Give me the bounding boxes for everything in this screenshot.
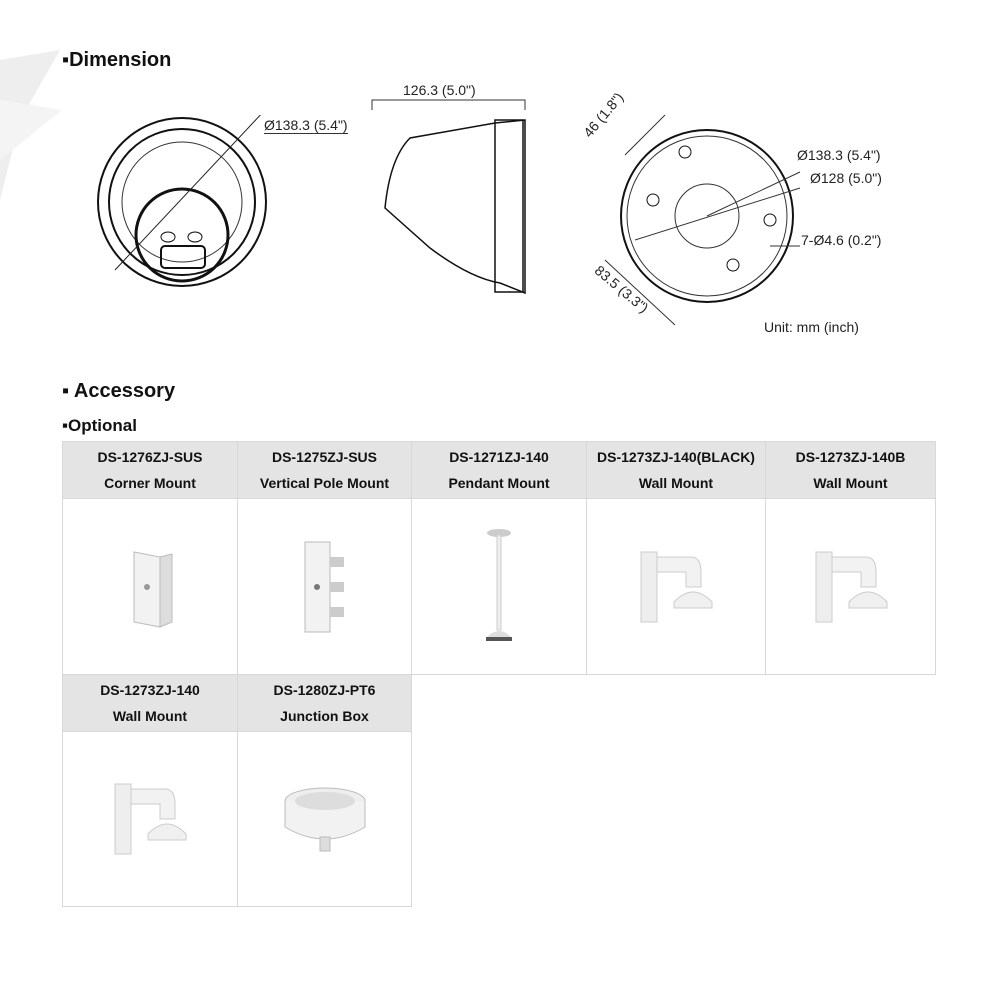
accessory-model: DS-1276ZJ-SUS [97, 449, 203, 465]
accessory-name: Wall Mount [638, 475, 714, 491]
front-diameter-label: Ø138.3 (5.4") [264, 117, 348, 133]
side-view-drawing [370, 98, 530, 308]
section-dimension-title: ▪Dimension [62, 49, 172, 71]
section-accessory-title: ▪ Accessory [62, 380, 176, 402]
accessory-model: DS-1273ZJ-140 [100, 682, 200, 698]
wall-mount-image [110, 774, 190, 864]
accessory-model: DS-1273ZJ-140B [795, 449, 906, 465]
side-depth-label: 126.3 (5.0") [403, 82, 476, 98]
corner-mount-image [120, 542, 180, 632]
accessory-name: Junction Box [280, 708, 369, 724]
accessory-header-cell [237, 441, 412, 499]
accessory-header-cell [411, 441, 587, 499]
accessory-image-cell [237, 498, 412, 675]
accessory-image-cell [765, 498, 936, 675]
watermark-logo [0, 40, 70, 240]
accessory-model: DS-1271ZJ-140 [449, 449, 549, 465]
front-view-drawing [95, 115, 275, 295]
pendant-mount-image [474, 527, 524, 647]
base-outer-diameter-label: Ø138.3 (5.4") [797, 147, 881, 163]
wall-mount-image [636, 542, 716, 632]
accessory-header-cell [62, 674, 238, 732]
title-text: Accessory [73, 380, 176, 402]
accessory-name: Corner Mount [104, 475, 196, 491]
accessory-name: Pendant Mount [448, 475, 550, 491]
accessory-header-cell [586, 441, 766, 499]
accessory-image-cell [411, 498, 587, 675]
title-text: Dimension [69, 49, 172, 71]
accessory-header-cell [62, 441, 238, 499]
wall-mount-image [811, 542, 891, 632]
hole-spacing-a-label: 46 (1.8") [580, 89, 627, 141]
hole-spacing-b-label: 83.5 (3.3") [591, 262, 652, 316]
base-inner-diameter-label: Ø128 (5.0") [810, 170, 882, 186]
accessory-header-cell [237, 674, 412, 732]
accessory-image-cell [237, 731, 412, 907]
accessory-image-cell [62, 498, 238, 675]
pole-mount-image [290, 537, 360, 637]
junction-box-image [280, 779, 370, 859]
accessory-image-cell [62, 731, 238, 907]
accessory-model: DS-1280ZJ-PT6 [273, 682, 376, 698]
accessory-name: Wall Mount [813, 475, 888, 491]
accessory-model: DS-1275ZJ-SUS [271, 449, 378, 465]
accessory-image-cell [586, 498, 766, 675]
holes-label: 7-Ø4.6 (0.2") [801, 232, 882, 248]
accessory-name: Wall Mount [112, 708, 188, 724]
subtitle-text: Optional [68, 416, 137, 435]
accessory-header-cell [765, 441, 936, 499]
unit-label: Unit: mm (inch) [764, 319, 859, 335]
accessory-model: DS-1273ZJ-140(BLACK) [597, 449, 755, 465]
section-optional-subtitle: ▪Optional [62, 416, 137, 435]
accessory-name: Vertical Pole Mount [259, 475, 390, 491]
